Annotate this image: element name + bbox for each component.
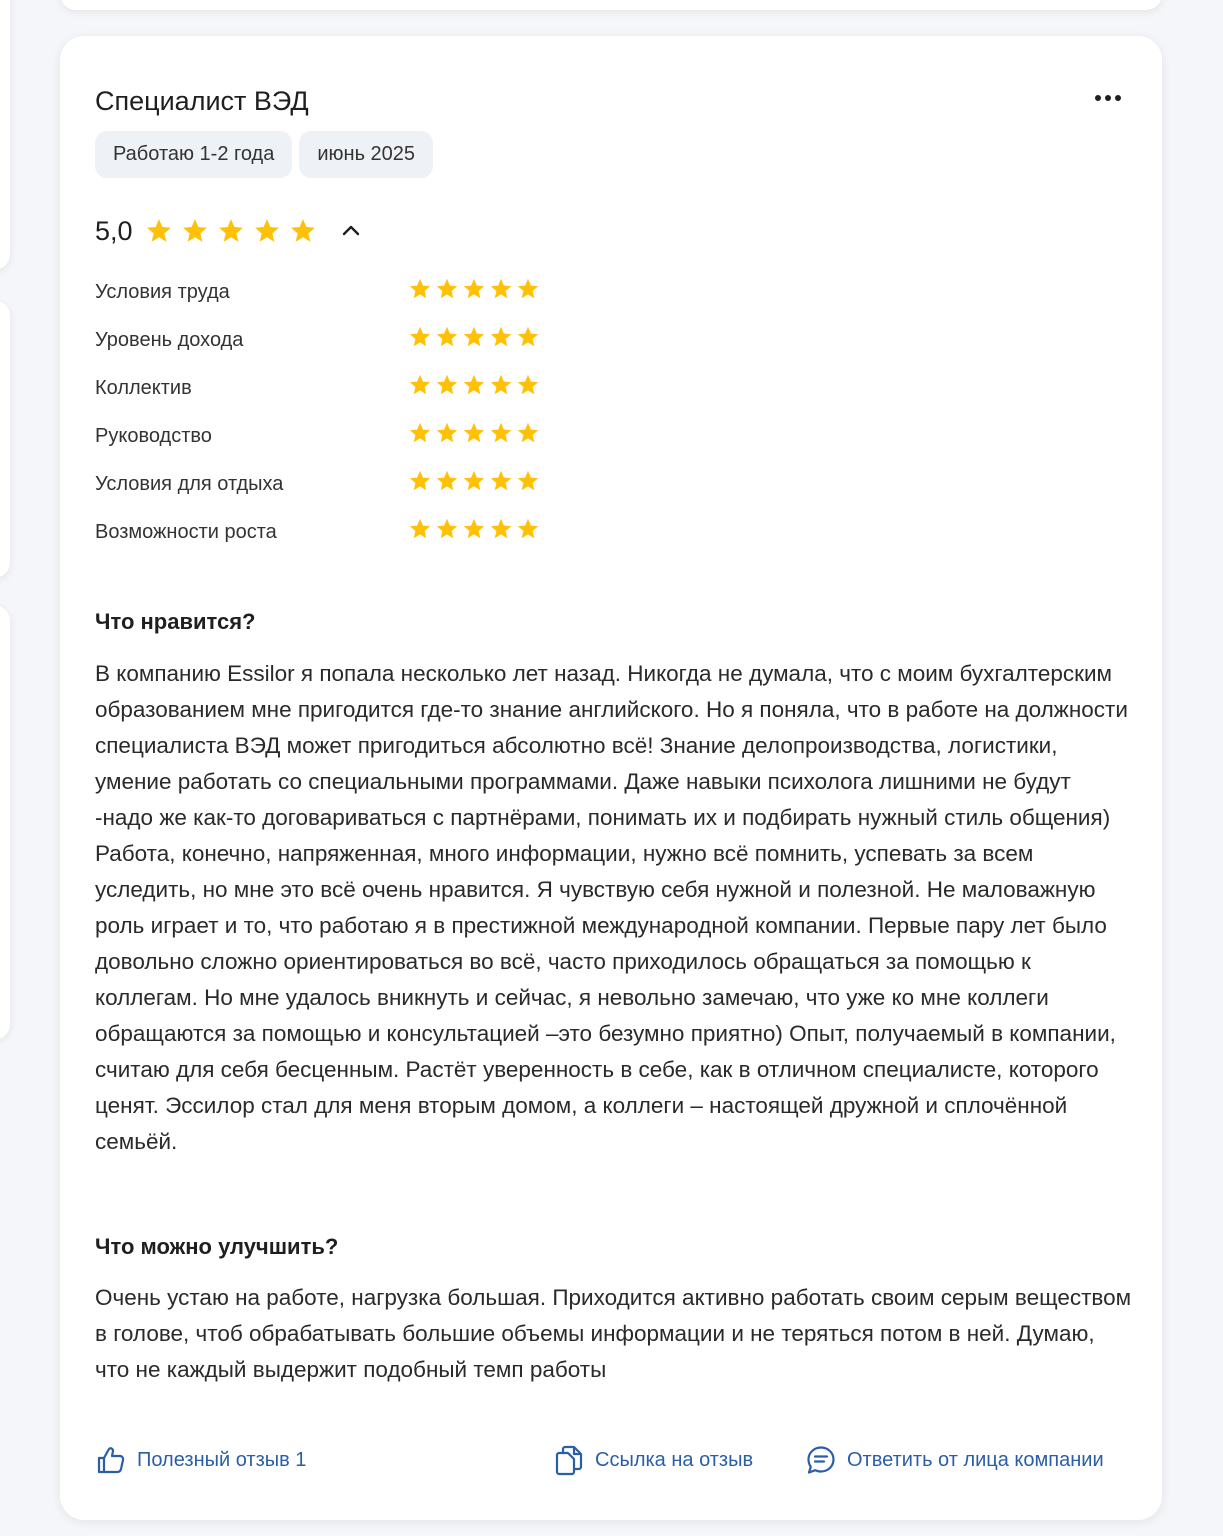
star-icon xyxy=(408,373,432,397)
criterion-label: Возможности роста xyxy=(95,520,277,543)
star-icon xyxy=(435,277,459,301)
criterion-label: Руководство xyxy=(95,424,212,447)
criterion-label: Коллектив xyxy=(95,376,192,399)
criterion-row xyxy=(95,460,695,508)
star-icon xyxy=(435,517,459,541)
copy-link-icon xyxy=(553,1444,585,1476)
reply-label: Ответить от лица компании xyxy=(847,1448,1104,1471)
tag-date: июнь 2025 xyxy=(299,131,433,178)
previous-card xyxy=(60,0,1162,10)
improve-text: Очень устаю на работе, нагрузка большая. Приходится активно работать своим серым веществом в голове, чтоб обрабатывать большие объемы информации и не теряться потом в ней. Думаю, что не каждый выдержит подобный темп работы xyxy=(95,1285,1132,1382)
star-icon xyxy=(145,217,173,245)
star-icon xyxy=(489,517,513,541)
reply-button[interactable] xyxy=(805,1440,1104,1480)
chevron-up-icon[interactable] xyxy=(339,219,363,243)
overall-stars xyxy=(145,217,317,245)
tag-experience: Работаю 1-2 года xyxy=(95,131,292,178)
star-icon xyxy=(462,469,486,493)
left-card-edge xyxy=(0,300,10,578)
criterion-stars xyxy=(408,277,540,301)
star-icon xyxy=(462,421,486,445)
criterion-row xyxy=(95,268,695,316)
criterion-stars xyxy=(408,325,540,349)
review-tags xyxy=(95,131,433,178)
star-icon xyxy=(489,373,513,397)
criterion-label: Условия труда xyxy=(95,280,230,303)
more-icon-dot xyxy=(1115,95,1121,101)
star-icon xyxy=(435,469,459,493)
rating-value: 5,0 xyxy=(95,215,133,246)
left-card-edge xyxy=(0,605,10,1040)
overall-rating xyxy=(95,212,363,250)
criterion-row xyxy=(95,412,695,460)
criterion-stars xyxy=(408,373,540,397)
star-icon xyxy=(408,517,432,541)
star-icon xyxy=(516,373,540,397)
review-link-label: Ссылка на отзыв xyxy=(595,1448,754,1471)
criteria-list xyxy=(95,268,695,556)
improve-title: Что можно улучшить? xyxy=(95,1234,339,1259)
criterion-row xyxy=(95,316,695,364)
star-icon xyxy=(516,325,540,349)
star-icon xyxy=(289,217,317,245)
criterion-stars xyxy=(408,469,540,493)
star-icon xyxy=(462,373,486,397)
star-icon xyxy=(516,517,540,541)
likes-title: Что нравится? xyxy=(95,609,256,634)
review-link-button[interactable] xyxy=(553,1440,753,1480)
chat-icon xyxy=(805,1444,837,1476)
left-card-edge xyxy=(0,0,10,270)
star-icon xyxy=(462,277,486,301)
star-icon xyxy=(408,421,432,445)
star-icon xyxy=(181,217,209,245)
more-icon-dot xyxy=(1105,95,1111,101)
criterion-stars xyxy=(408,517,540,541)
star-icon xyxy=(516,421,540,445)
job-title: Специалист ВЭД xyxy=(95,86,309,116)
star-icon xyxy=(516,469,540,493)
star-icon xyxy=(489,469,513,493)
star-icon xyxy=(462,517,486,541)
star-icon xyxy=(489,421,513,445)
star-icon xyxy=(516,277,540,301)
review-card xyxy=(60,36,1162,1520)
star-icon xyxy=(462,325,486,349)
helpful-button[interactable] xyxy=(95,1440,306,1480)
criterion-row xyxy=(95,508,695,556)
likes-text: В компанию Essilor я попала несколько лет назад. Никогда не думала, что с моим бухгалтерским образованием мне пригодится где-то знание английского. Но я поняла, что в работе на должности специалиста ВЭД может пригодиться абсолютно всё! Знание делопроизводства, логистики, умение работать со специальными программами. Даже навыки психолога лишними не будут -надо же как-то договариваться с партнёрами, понимать их и подбирать нужный стиль общения) Работа, конечно, напряженная, много информации, нужно всё помнить, успевать за всем уследить, но мне это всё очень нравится. Я чувствую себя нужной и полезной. Не маловажную роль играет и то, что работаю я в престижной международной компании. Первые пару лет было довольно сложно ориентироваться во всё, часто приходилось обращаться за помощью к коллегам. Но мне удалось вникнуть и сейчас, я невольно замечаю, что уже ко мне коллеги обращаются за помощью и консультацией –это безумно приятно) Опыт, получаемый в компании, считаю для себя бесценным. Растёт уверенность в себе, как в отличном специалисте, которого ценят. Эссилор стал для меня вторым домом, а коллеги – настоящей дружной и сплочённой семьёй. xyxy=(95,661,1128,1154)
criterion-row xyxy=(95,364,695,412)
star-icon xyxy=(489,325,513,349)
star-icon xyxy=(435,373,459,397)
more-icon xyxy=(1095,95,1101,101)
criterion-label: Уровень дохода xyxy=(95,328,244,351)
thumbs-up-icon xyxy=(95,1444,127,1476)
review-actions xyxy=(95,1440,1135,1480)
star-icon xyxy=(408,325,432,349)
helpful-label: Полезный отзыв 1 xyxy=(137,1448,307,1471)
star-icon xyxy=(435,421,459,445)
star-icon xyxy=(217,217,245,245)
star-icon xyxy=(408,469,432,493)
star-icon xyxy=(253,217,281,245)
more-options-button[interactable] xyxy=(1088,84,1128,112)
criterion-label: Условия для отдыха xyxy=(95,472,284,495)
star-icon xyxy=(435,325,459,349)
criterion-stars xyxy=(408,421,540,445)
star-icon xyxy=(489,277,513,301)
star-icon xyxy=(408,277,432,301)
